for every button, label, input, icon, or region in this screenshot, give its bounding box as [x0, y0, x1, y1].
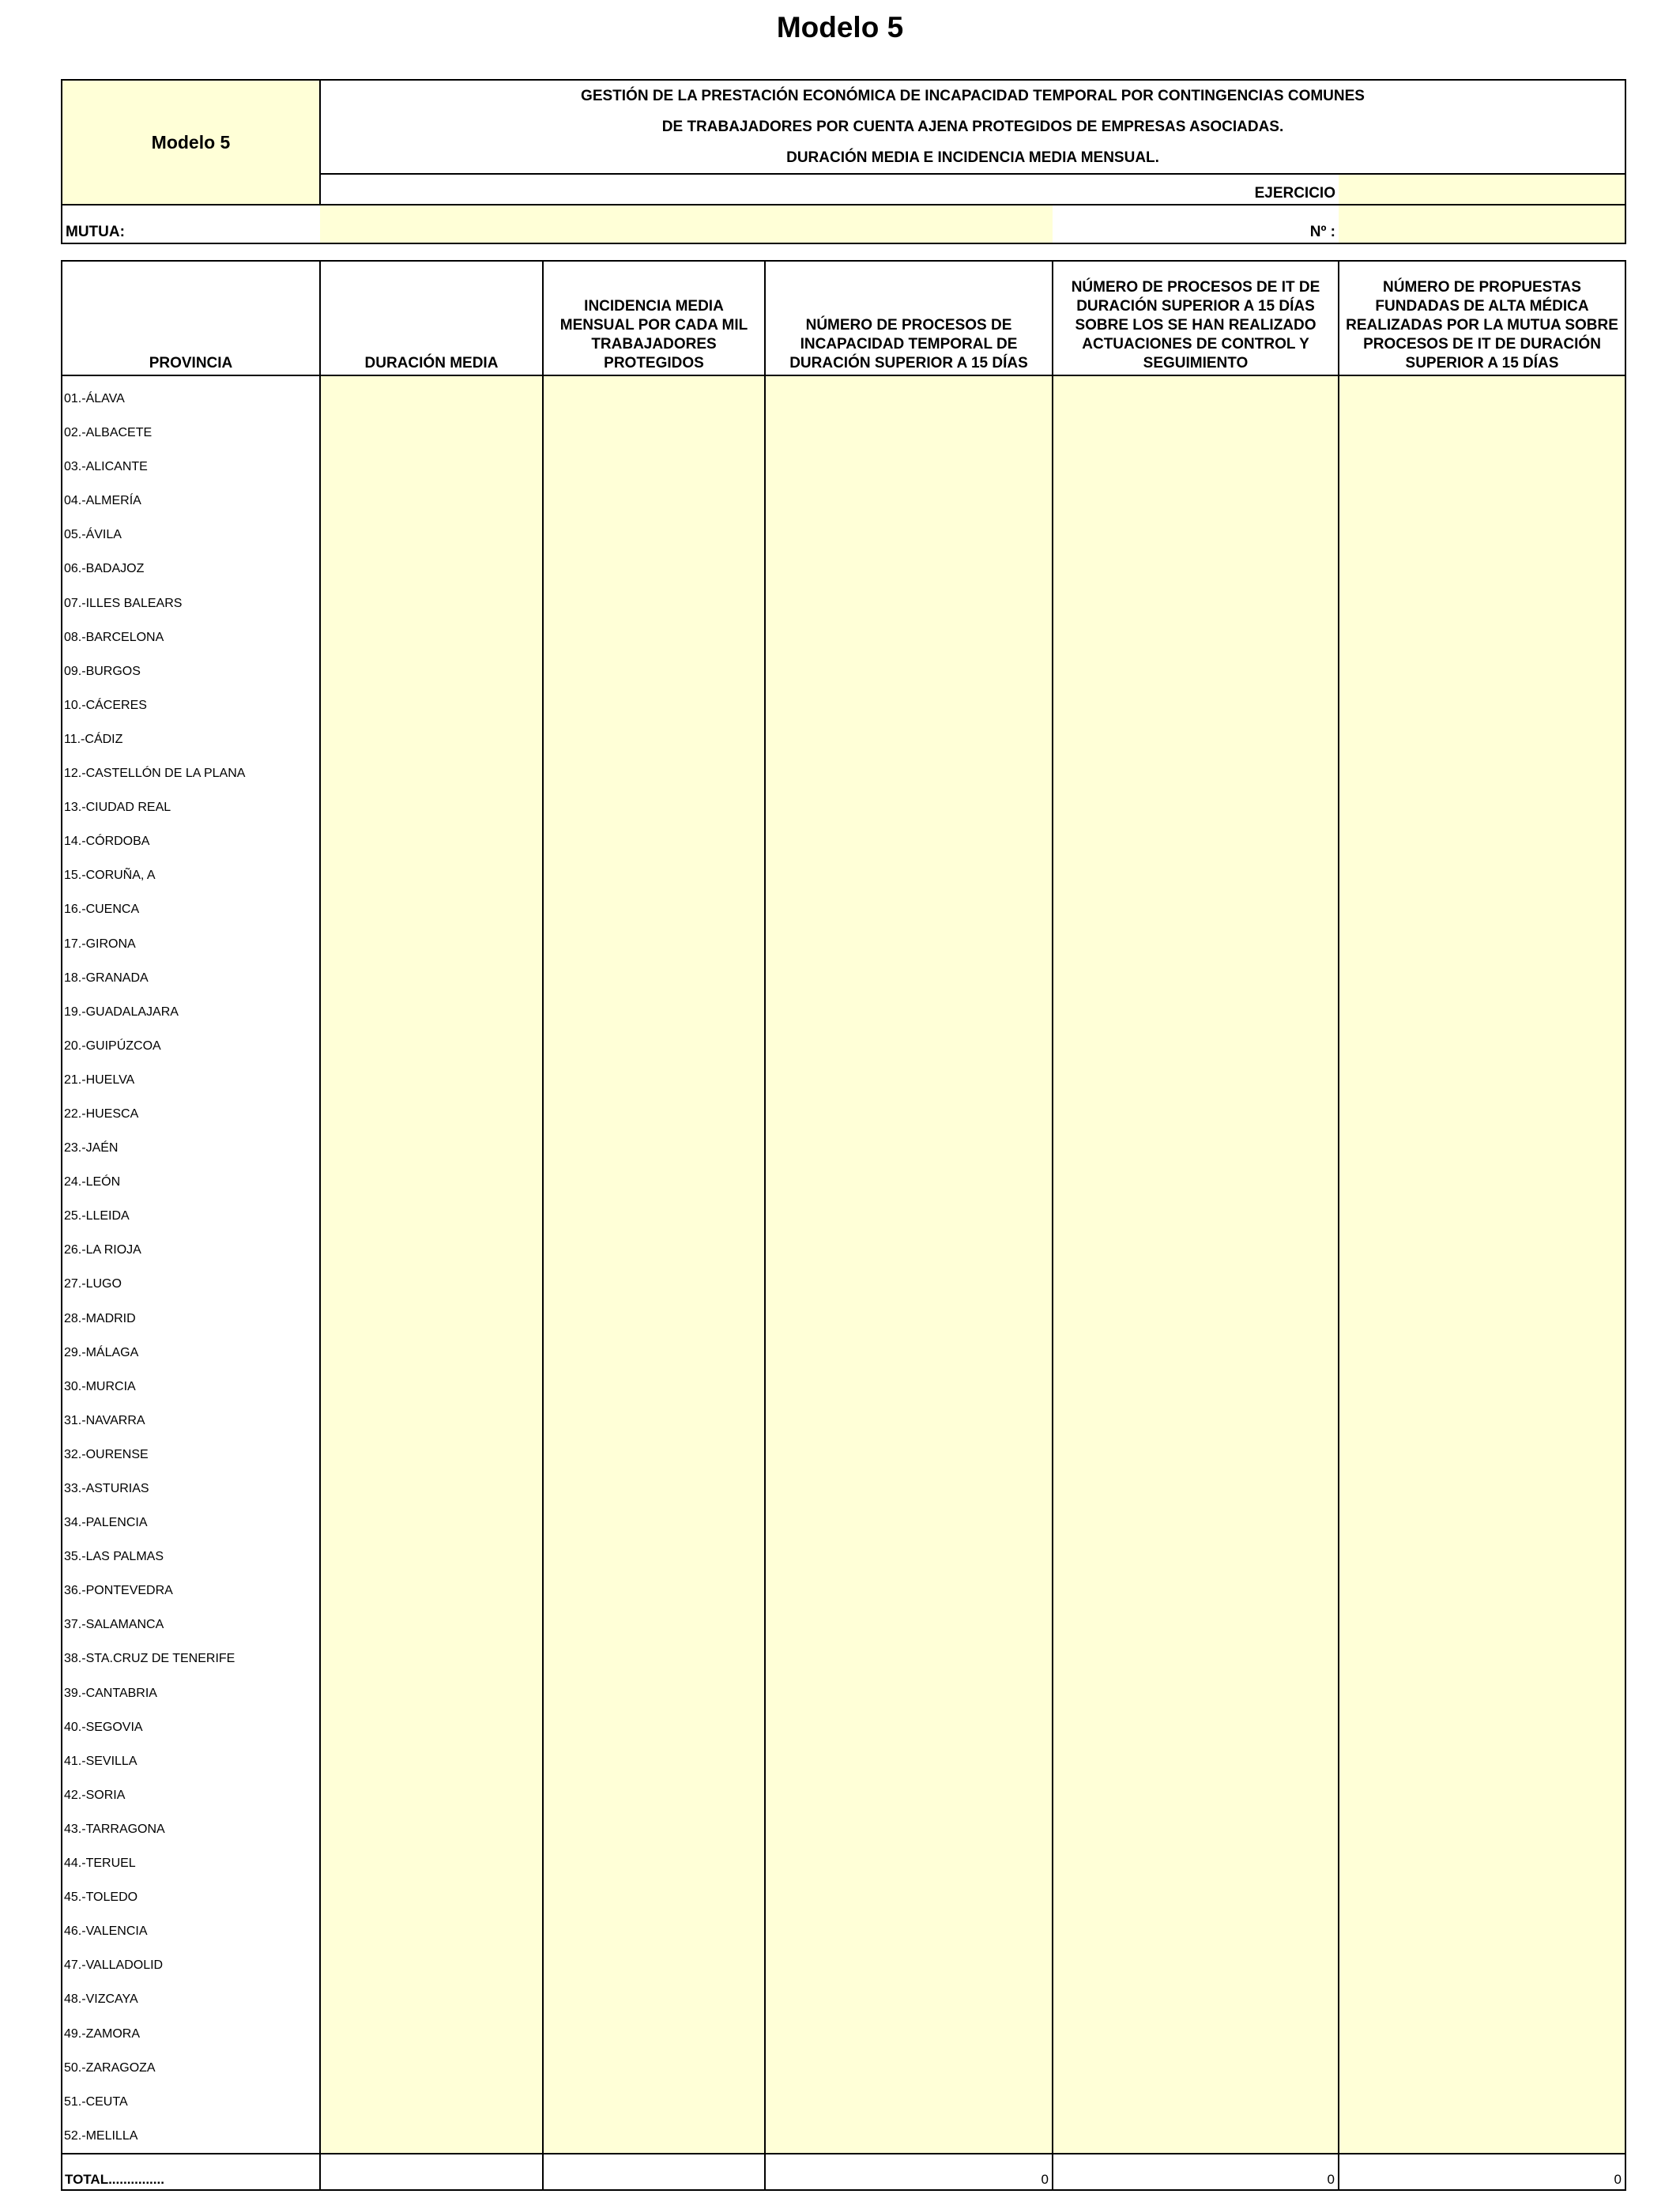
province-item: 46.-VALENCIA — [64, 1924, 148, 1939]
province-item: 37.-SALAMANCA — [64, 1618, 164, 1632]
form-header — [61, 79, 1626, 244]
propuestas-alta-column[interactable] — [1339, 375, 1625, 2154]
province-item: 15.-CORUÑA, A — [64, 869, 156, 883]
form-title-line-1: GESTIÓN DE LA PRESTACIÓN ECONÓMICA DE INCAPACIDAD TEMPORAL POR CONTINGENCIAS COMUNES — [581, 88, 1365, 104]
province-item: 38.-STA.CRUZ DE TENERIFE — [64, 1652, 235, 1666]
province-item: 29.-MÁLAGA — [64, 1345, 139, 1359]
province-item: 50.-ZARAGOZA — [64, 2060, 156, 2075]
col-header-duracion-media: DURACIÓN MEDIA — [320, 261, 543, 375]
procesos-15-dias-column[interactable] — [765, 375, 1053, 2154]
province-item: 24.-LEÓN — [64, 1175, 121, 1189]
duracion-media-column[interactable] — [320, 375, 543, 2154]
form-title — [320, 80, 1625, 174]
province-item: 45.-TOLEDO — [64, 1891, 138, 1905]
province-item: 03.-ALICANTE — [64, 460, 148, 474]
province-item: 08.-BARCELONA — [64, 630, 164, 644]
total-procesos-15-dias: 0 — [765, 2154, 1053, 2190]
province-item: 41.-SEVILLA — [64, 1754, 137, 1768]
province-item: 01.-ÁLAVA — [64, 392, 125, 405]
province-item: 23.-JAÉN — [64, 1141, 119, 1155]
province-item: 31.-NAVARRA — [64, 1413, 145, 1427]
col-header-propuestas-alta: NÚMERO DE PROPUESTAS FUNDADAS DE ALTA MÉDICA REALIZADAS POR LA MUTUA SOBRE PROCESOS DE IT DE DURACIÓN SUPERIOR A 15 DÍAS — [1339, 261, 1625, 375]
province-item: 02.-ALBACETE — [64, 426, 153, 440]
province-item: 49.-ZAMORA — [64, 2026, 141, 2041]
provinces-table — [61, 260, 1626, 2191]
province-item: 19.-GUADALAJARA — [64, 1005, 179, 1019]
province-item: 26.-LA RIOJA — [64, 1243, 141, 1257]
mutua-label: MUTUA: — [62, 205, 320, 243]
province-item: 44.-TERUEL — [64, 1857, 136, 1871]
province-item: 14.-CÓRDOBA — [64, 835, 150, 849]
modelo-label: Modelo 5 — [62, 80, 320, 205]
total-incidencia-media — [543, 2154, 765, 2190]
col-header-procesos-control: NÚMERO DE PROCESOS DE IT DE DURACIÓN SUPERIOR A 15 DÍAS SOBRE LOS SE HAN REALIZADO ACTUACIONES DE CONTROL Y SEGUIMIENTO — [1053, 261, 1339, 375]
province-item: 04.-ALMERÍA — [64, 494, 141, 508]
province-item: 25.-LLEIDA — [64, 1209, 130, 1223]
province-item: 05.-ÁVILA — [64, 528, 122, 542]
province-item: 40.-SEGOVIA — [64, 1720, 143, 1734]
province-item: 33.-ASTURIAS — [64, 1482, 149, 1495]
province-item: 10.-CÁCERES — [64, 698, 147, 712]
province-list — [62, 382, 319, 2153]
numero-label: Nº : — [1053, 205, 1339, 243]
mutua-input[interactable] — [320, 205, 1053, 243]
province-item: 52.-MELILLA — [64, 2128, 138, 2143]
total-row — [62, 2154, 1625, 2190]
ejercicio-input[interactable] — [1339, 174, 1625, 205]
province-item: 12.-CASTELLÓN DE LA PLANA — [64, 767, 246, 781]
ejercicio-label: EJERCICIO — [320, 174, 1339, 205]
province-item: 16.-CUENCA — [64, 903, 140, 917]
numero-input[interactable] — [1339, 205, 1625, 243]
province-item: 13.-CIUDAD REAL — [64, 801, 171, 815]
province-item: 06.-BADAJOZ — [64, 562, 145, 576]
province-item: 28.-MADRID — [64, 1311, 136, 1325]
province-item: 17.-GIRONA — [64, 937, 136, 951]
province-item: 43.-TARRAGONA — [64, 1822, 165, 1836]
page-title: Modelo 5 — [776, 11, 904, 43]
col-header-procesos-15-dias: NÚMERO DE PROCESOS DE INCAPACIDAD TEMPORAL DE DURACIÓN SUPERIOR A 15 DÍAS — [765, 261, 1053, 375]
col-header-provincia: PROVINCIA — [62, 261, 320, 375]
form-title-line-2: DE TRABAJADORES POR CUENTA AJENA PROTEGIDOS DE EMPRESAS ASOCIADAS. — [661, 119, 1284, 135]
table-header-row — [62, 261, 1625, 375]
province-item: 47.-VALLADOLID — [64, 1958, 164, 1973]
province-item: 22.-HUESCA — [64, 1106, 139, 1121]
province-item: 18.-GRANADA — [64, 971, 149, 985]
total-procesos-control: 0 — [1053, 2154, 1339, 2190]
province-item: 11.-CÁDIZ — [64, 732, 123, 746]
province-item: 20.-GUIPÚZCOA — [64, 1039, 161, 1053]
province-item: 27.-LUGO — [64, 1277, 122, 1291]
total-duracion-media — [320, 2154, 543, 2190]
col-header-incidencia-media: INCIDENCIA MEDIA MENSUAL POR CADA MIL TRABAJADORES PROTEGIDOS — [543, 261, 765, 375]
provinces-column — [62, 375, 320, 2154]
form-title-line-3: DURACIÓN MEDIA E INCIDENCIA MEDIA MENSUAL. — [786, 149, 1159, 166]
province-item: 42.-SORIA — [64, 1788, 126, 1802]
total-label: TOTAL............... — [62, 2154, 320, 2190]
province-item: 34.-PALENCIA — [64, 1516, 148, 1530]
province-item: 32.-OURENSE — [64, 1447, 149, 1461]
province-item: 09.-BURGOS — [64, 664, 141, 678]
procesos-control-column[interactable] — [1053, 375, 1339, 2154]
province-item: 35.-LAS PALMAS — [64, 1550, 164, 1564]
province-item: 51.-CEUTA — [64, 2094, 128, 2109]
total-propuestas-alta: 0 — [1339, 2154, 1625, 2190]
province-item: 48.-VIZCAYA — [64, 1992, 138, 2007]
province-item: 21.-HUELVA — [64, 1072, 135, 1087]
province-item: 07.-ILLES BALEARS — [64, 596, 183, 610]
province-item: 36.-PONTEVEDRA — [64, 1584, 173, 1598]
province-item: 30.-MURCIA — [64, 1379, 136, 1393]
province-item: 39.-CANTABRIA — [64, 1686, 157, 1700]
incidencia-media-column[interactable] — [543, 375, 765, 2154]
